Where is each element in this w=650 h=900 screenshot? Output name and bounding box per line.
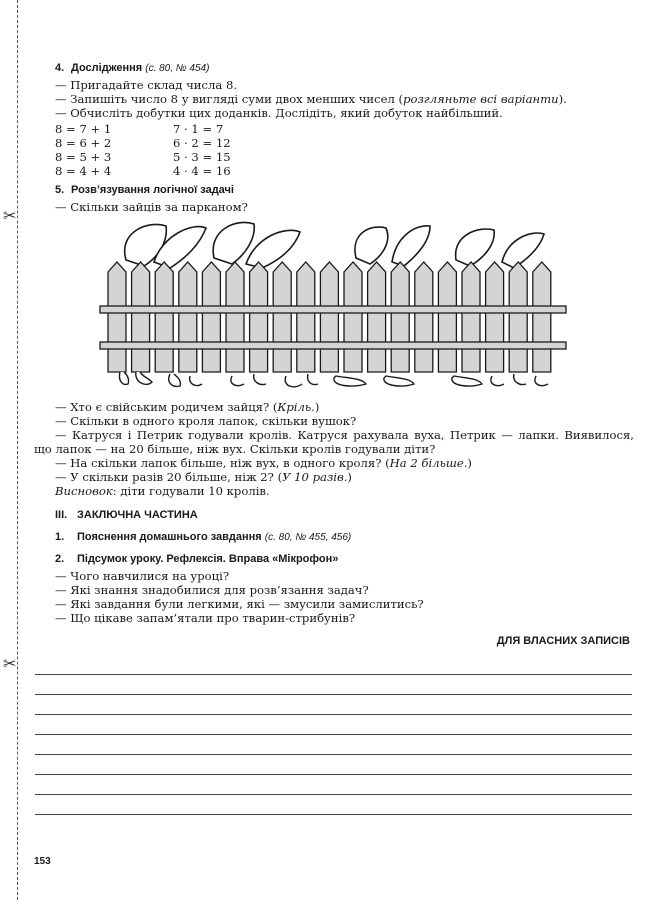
text-span: ). bbox=[558, 92, 567, 106]
part-3-heading bbox=[55, 509, 198, 521]
fence-picket bbox=[273, 262, 291, 372]
section-4-heading bbox=[55, 62, 209, 74]
text-span: ) bbox=[314, 400, 320, 414]
section-number: 4. bbox=[55, 62, 65, 74]
product-equation: 4 · 4 = 16 bbox=[173, 164, 231, 178]
note-line bbox=[35, 714, 632, 715]
note-line bbox=[35, 774, 632, 775]
note-line bbox=[35, 674, 632, 675]
section-title: Дослідження bbox=[71, 62, 143, 74]
text-line: — Чого навчилися на уроці? bbox=[55, 569, 230, 583]
fence-picket bbox=[391, 262, 409, 372]
fence-picket bbox=[509, 262, 527, 372]
sum-equation: 8 = 4 + 4 bbox=[55, 164, 112, 178]
item-1-heading bbox=[55, 531, 351, 543]
sum-equation: 8 = 5 + 3 bbox=[55, 150, 112, 164]
rabbit-ear bbox=[392, 226, 430, 266]
note-line bbox=[35, 694, 632, 695]
conclusion-label: Висновок bbox=[55, 484, 113, 498]
text-line bbox=[55, 456, 472, 470]
rabbit-paw bbox=[535, 376, 548, 386]
item-2-heading bbox=[55, 553, 338, 565]
text-line bbox=[55, 400, 319, 414]
fence-picket bbox=[438, 262, 456, 372]
answer-text: Кріль. bbox=[277, 400, 315, 414]
text-span: — Хто є свійським родичем зайця? ( bbox=[55, 400, 278, 414]
rabbit-ear bbox=[456, 229, 495, 266]
conclusion-text: : діти годували 10 кролів. bbox=[112, 484, 270, 498]
rabbit-paw bbox=[491, 376, 504, 386]
text-line bbox=[55, 92, 567, 106]
item-number: 1. bbox=[55, 531, 65, 543]
rabbit-paw bbox=[384, 376, 414, 386]
rabbit-ears bbox=[125, 222, 544, 268]
rabbit-ear bbox=[246, 230, 300, 268]
fence-picket bbox=[179, 262, 197, 372]
item-reference: (с. 80, № 455, 456) bbox=[264, 532, 352, 543]
fence-picket bbox=[462, 262, 480, 372]
rabbit-paws bbox=[119, 372, 548, 387]
text-line: — Пригадайте склад числа 8. bbox=[55, 78, 238, 92]
section-title: Розв’язування логічної задачі bbox=[71, 184, 234, 196]
note-line bbox=[35, 754, 632, 755]
product-equation: 7 · 1 = 7 bbox=[173, 122, 224, 136]
text-span: — Запишіть число 8 у вигляді суми двох менших чисел ( bbox=[55, 92, 404, 106]
problem-paragraph: — Катруся і Петрик годували кролів. Катруся рахувала вуха, Петрик — лапки. Виявилося, що лапок — на 20 більше, ніж вух. Скільки кролів годували діти? bbox=[34, 428, 634, 457]
sum-equation: 8 = 7 + 1 bbox=[55, 122, 112, 136]
fence-picket bbox=[250, 262, 268, 372]
section-number: 5. bbox=[55, 184, 65, 196]
text-line: — Скільки в одного кроля лапок, скільки вушок? bbox=[55, 414, 357, 428]
part-number: III. bbox=[55, 509, 68, 521]
fence-picket bbox=[202, 262, 220, 372]
cut-line bbox=[17, 0, 18, 900]
note-line bbox=[35, 794, 632, 795]
scissors-icon: ✂ bbox=[3, 206, 17, 225]
fence-picket bbox=[368, 262, 386, 372]
fence-picket bbox=[132, 262, 150, 372]
product-equation: 5 · 3 = 15 bbox=[173, 150, 231, 164]
rabbit-paw bbox=[119, 372, 128, 384]
fence-picket bbox=[297, 262, 315, 372]
rabbit-paw bbox=[452, 376, 482, 386]
text-line: — Що цікаве запам’ятали про тварин-стрибунів? bbox=[55, 611, 356, 625]
text-line: — Скільки зайців за парканом? bbox=[55, 200, 248, 214]
answer-text: На 2 більше. bbox=[389, 456, 468, 470]
text-line bbox=[55, 470, 352, 484]
page-number: 153 bbox=[34, 856, 51, 867]
fence-picket bbox=[226, 262, 244, 372]
rabbit-paw bbox=[308, 374, 318, 385]
sum-equation: 8 = 6 + 2 bbox=[55, 136, 112, 150]
text-span: ) bbox=[467, 456, 472, 470]
fence-rail-bottom bbox=[100, 342, 566, 349]
fence-picket bbox=[415, 262, 433, 372]
rabbit-ear bbox=[355, 227, 388, 264]
rabbit-paw bbox=[514, 374, 526, 385]
section-5-heading bbox=[55, 184, 234, 196]
fence-picket bbox=[533, 262, 551, 372]
note-line bbox=[35, 734, 632, 735]
rabbit-paw bbox=[136, 372, 152, 384]
fence-with-rabbits-illustration bbox=[96, 216, 576, 394]
answer-text: У 10 разів. bbox=[282, 470, 348, 484]
item-number: 2. bbox=[55, 553, 65, 565]
scissors-icon: ✂ bbox=[3, 654, 17, 673]
text-line: — Які знання знадобилися для розв’язання задач? bbox=[55, 583, 369, 597]
rabbit-paw bbox=[190, 376, 202, 386]
text-span: ) bbox=[347, 470, 352, 484]
rabbit-ear bbox=[502, 233, 544, 268]
fence-rail-top bbox=[100, 306, 566, 313]
rabbit-paw bbox=[169, 374, 181, 386]
fence-picket bbox=[486, 262, 504, 372]
rabbit-paw bbox=[231, 376, 244, 386]
fence-picket bbox=[320, 262, 338, 372]
text-line: — Обчисліть добутки цих доданків. Дослідіть, який добуток найбільший. bbox=[55, 106, 503, 120]
note-line bbox=[35, 814, 632, 815]
fence-picket bbox=[108, 262, 126, 372]
text-span: — У скільки разів 20 більше, ніж 2? ( bbox=[55, 470, 283, 484]
rabbit-paw bbox=[254, 374, 266, 385]
section-reference: (с. 80, № 454) bbox=[145, 63, 210, 74]
product-equation: 6 · 2 = 12 bbox=[173, 136, 231, 150]
italic-hint: розгляньте всі варіанти bbox=[403, 92, 559, 106]
rabbit-paw bbox=[285, 376, 302, 387]
item-title: Пояснення домашнього завдання bbox=[77, 531, 262, 543]
conclusion-line bbox=[55, 484, 270, 498]
text-line: — Які завдання були легкими, які — змусили замислитись? bbox=[55, 597, 424, 611]
fence-picket bbox=[155, 262, 173, 372]
text-span: — На скільки лапок більше, ніж вух, в одного кроля? ( bbox=[55, 456, 390, 470]
notes-title: ДЛЯ ВЛАСНИХ ЗАПИСІВ bbox=[496, 635, 630, 647]
fence-pickets bbox=[108, 262, 551, 372]
part-title: ЗАКЛЮЧНА ЧАСТИНА bbox=[77, 509, 198, 521]
item-title: Підсумок уроку. Рефлексія. Вправа «Мікрофон» bbox=[77, 553, 339, 565]
fence-picket bbox=[344, 262, 362, 372]
rabbit-paw bbox=[334, 376, 366, 386]
